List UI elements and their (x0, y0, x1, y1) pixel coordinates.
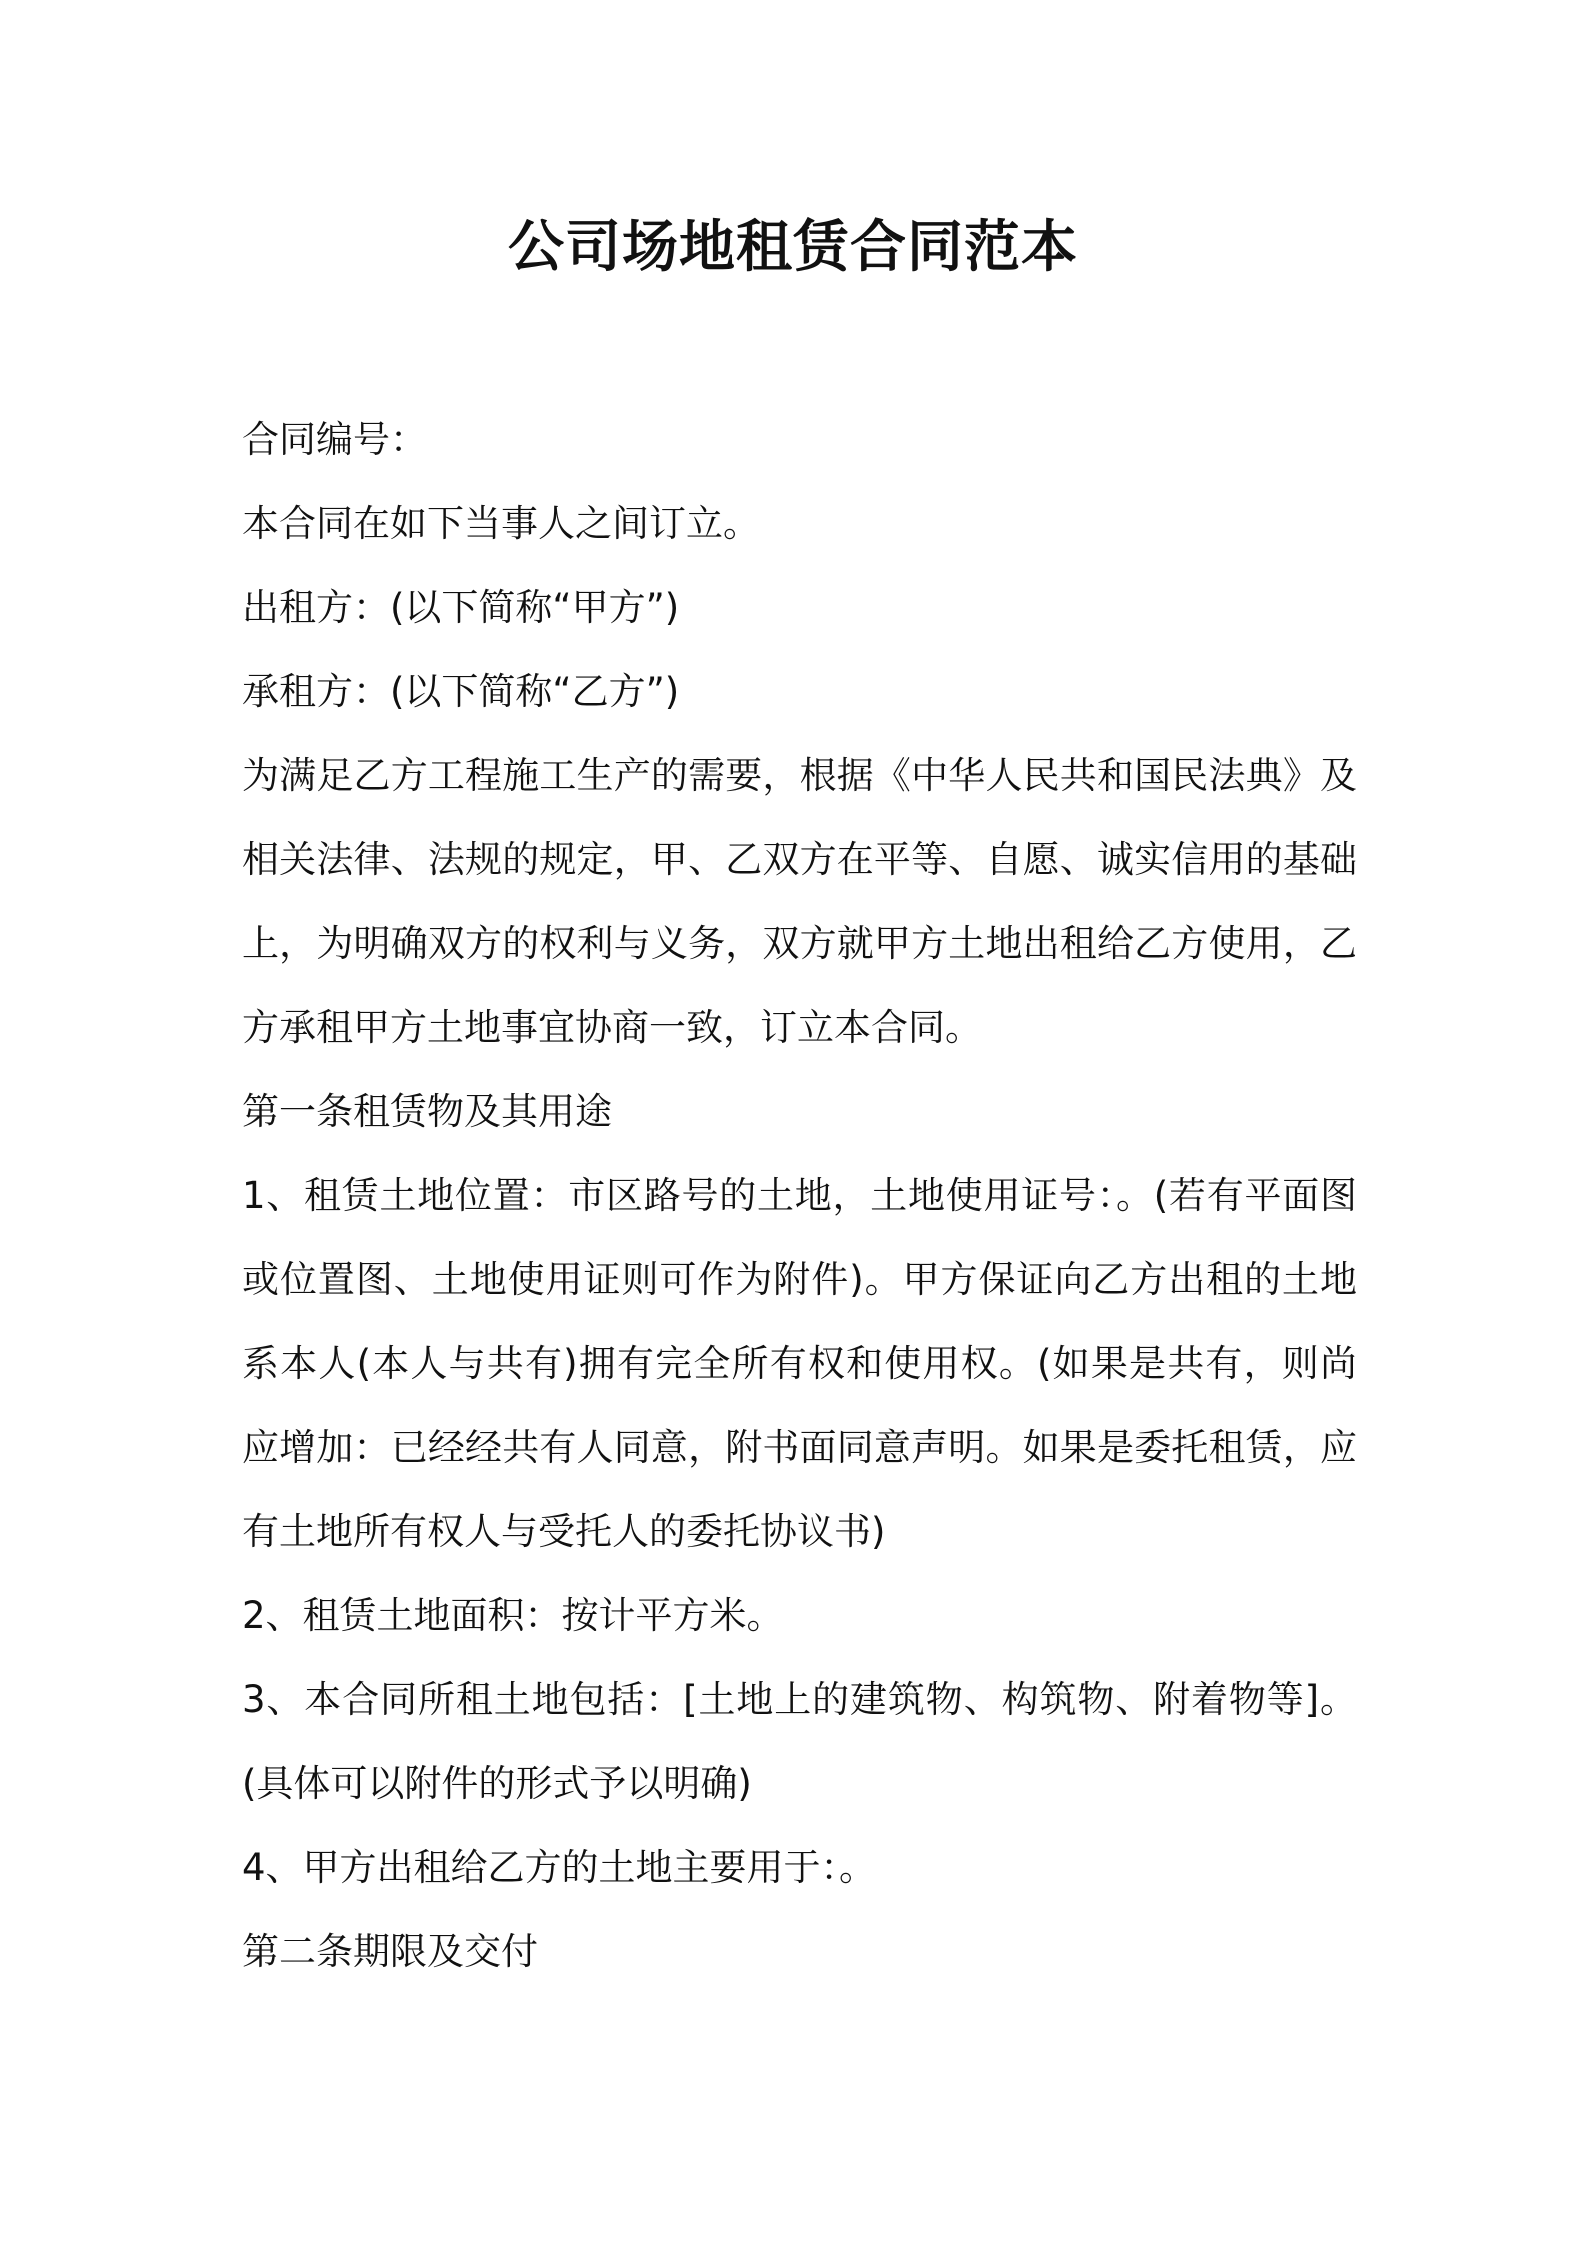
parties-intro-line: 本合同在如下当事人之间订立。 (242, 502, 760, 545)
article-one-heading: 第一条租赁物及其用途 (242, 1090, 612, 1133)
clause-4-usage: 4、甲方出租给乙方的土地主要用于：。 (242, 1846, 877, 1889)
lessee-line: 承租方：(以下简称“乙方”) (242, 670, 680, 713)
clause-2-area: 2、租赁土地面积：按计平方米。 (242, 1594, 784, 1637)
document-body (242, 398, 1357, 1994)
contract-number-line: 合同编号： (242, 418, 427, 461)
lessor-line: 出租方：(以下简称“甲方”) (242, 586, 680, 629)
clause-1-location: 1、租赁土地位置：市区路号的土地，土地使用证号：。(若有平面图或位置图、土地使用证则可作为附件)。甲方保证向乙方出租的土地系本人(本人与共有)拥有完全所有权和使用权。(如果是共有，则尚应增加：已经经共有人同意，附书面同意声明。如果是委托租赁，应有土地所有权人与受托人的委托协议书) (242, 1174, 1357, 1553)
document-title: 公司场地租赁合同范本 (508, 215, 1078, 280)
article-two-heading: 第二条期限及交付 (242, 1930, 538, 1973)
clause-3-scope: 3、本合同所租土地包括：[土地上的建筑物、构筑物、附着物等]。(具体可以附件的形式予以明确) (242, 1678, 1357, 1805)
preamble-paragraph: 为满足乙方工程施工生产的需要，根据《中华人民共和国民法典》及相关法律、法规的规定，甲、乙双方在平等、自愿、诚实信用的基础上，为明确双方的权利与义务，双方就甲方土地出租给乙方使用，乙方承租甲方土地事宜协商一致，订立本合同。 (242, 754, 1357, 1049)
